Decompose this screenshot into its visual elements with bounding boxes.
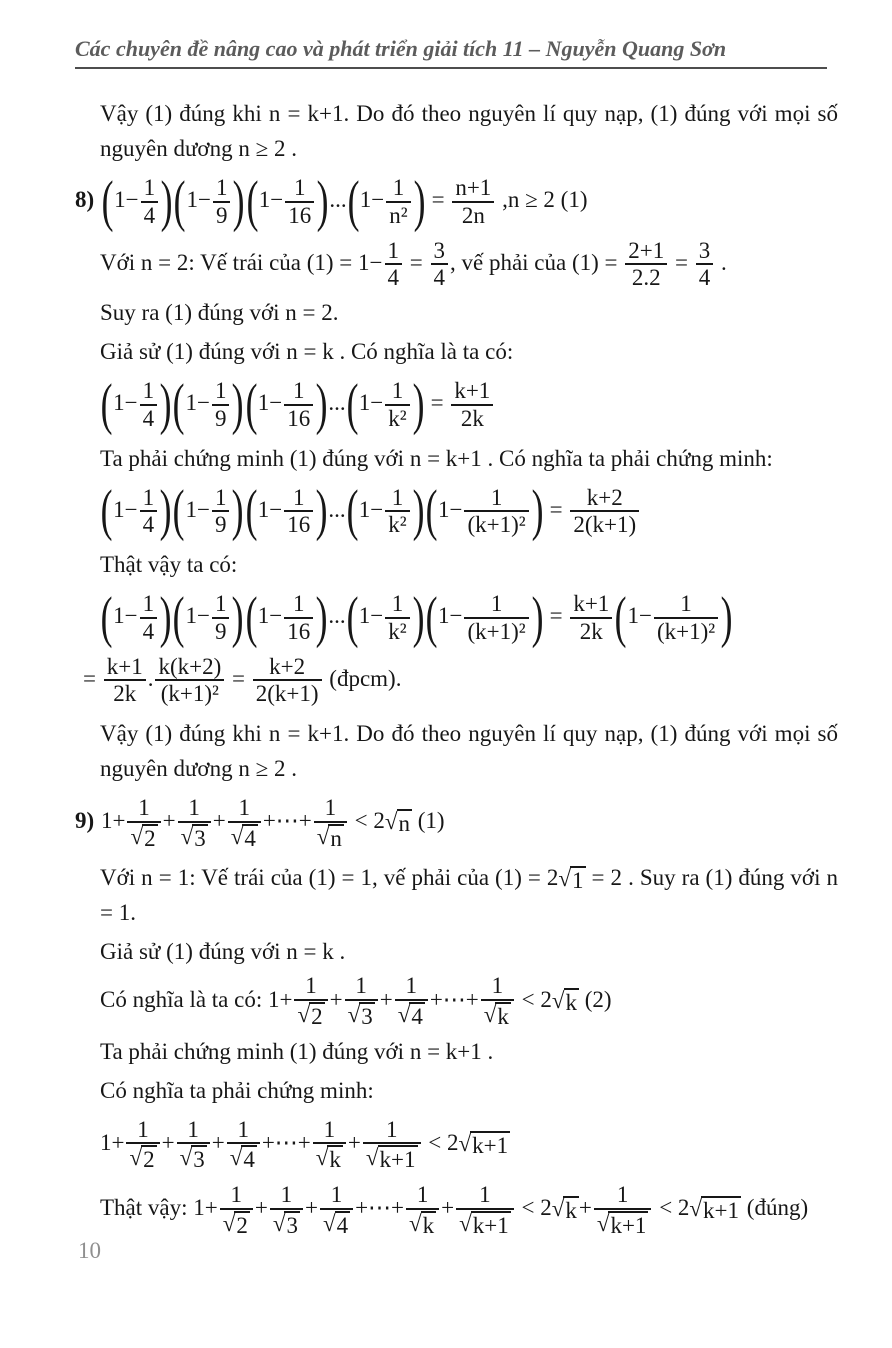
formula-line: [75, 372, 838, 436]
line-content: 1+ 1 √ 2 + 1 √ 3 + 1 √ 4 +⋯+ 1 √ n < 2 √ n (1): [101, 795, 445, 851]
formula-line: [75, 479, 838, 543]
paragraph: [75, 860, 838, 930]
line-content: (1− $\frac{1}{4}$ )(1− $\frac{1}{9}$ )(1− $\frac{1}{16}$ )...(1− $\frac{1}{\text{k²}}$ )(1− $\frac{1}{\text{(k+1)²}}$ ) = $\frac{k+2}{2(k+1)}$: [100, 497, 641, 522]
line-content: (1− $\frac{1}{4}$ )(1− $\frac{1}{9}$ )(1− $\frac{1}{16}$ )...(1− $\frac{1}{\text{n²}}$ ) = $\frac{n+1}{2n}$ ,n ≥ 2 (1): [101, 169, 588, 233]
paragraph: [75, 1073, 838, 1108]
paragraph: [75, 716, 838, 786]
paragraph: [75, 96, 838, 166]
line-content: Thật vậy: 1+ 1 √ 2 + 1 √ 3 + 1 √ 4 +⋯+ 1 √ k + 1 √ k+1 < 2 √ k + 1 √ k+1 < 2 √ k+1 (đúng): [100, 1182, 809, 1238]
paragraph: [75, 973, 838, 1029]
numbered-item: [75, 169, 838, 233]
line-content: Ta phải chứng minh (1) đúng với n = k+1 . Có nghĩa ta phải chứng minh:: [100, 445, 773, 471]
line-content: (1− $\frac{1}{4}$ )(1− $\frac{1}{9}$ )(1− $\frac{1}{16}$ )...(1− $\frac{1}{\text{k²}}$ )(1− $\frac{1}{\text{(k+1)²}}$ ) = $\frac{k+1}{2k}$ (1− $\frac{1}{\text{(k+1)²}}$ ): [100, 585, 733, 649]
line-content: Suy ra (1) đúng với n = 2.: [100, 300, 339, 325]
paragraph: [75, 295, 838, 330]
line-content: Với n = 2: Vế trái của (1) = 1− $\frac{1}{4}$ = $\frac{3}{4}$ , vế phải của (1) = $\frac{2+1}{2.2}$ = $\frac{3}{4}$ .: [100, 237, 727, 291]
paragraph: [75, 547, 838, 582]
paragraph: [75, 441, 838, 476]
line-content: Vậy (1) đúng khi n = k+1. Do đó theo nguyên lí quy nạp, (1) đúng với mọi số nguyên dương n ≥ 2 .: [100, 721, 838, 781]
numbered-item: [75, 795, 838, 851]
item-number: 8): [75, 187, 95, 213]
line-content: 1+ 1 √ 2 + 1 √ 3 + 1 √ 4 +⋯+ 1 √ k + 1 √ k+1 < 2 √ k+1: [100, 1116, 509, 1173]
formula-line: [75, 654, 838, 708]
line-content: Giả sử (1) đúng với n = k . Có nghĩa là ta có:: [100, 339, 514, 364]
line-content: (1− $\frac{1}{4}$ )(1− $\frac{1}{9}$ )(1− $\frac{1}{16}$ )...(1− $\frac{1}{\text{k²}}$ ) = $\frac{k+1}{2k}$: [100, 390, 495, 415]
header-title: Các chuyên đề nâng cao và phát triển giải tích 11 – Nguyễn Quang Sơn: [75, 36, 727, 61]
line-content: Thật vậy ta có:: [100, 552, 238, 577]
line-content: Ta phải chứng minh (1) đúng với n = k+1 .: [100, 1038, 494, 1064]
paragraph: [75, 934, 838, 969]
item-number: 9): [75, 808, 95, 834]
page-header: [75, 36, 827, 69]
paragraph: [75, 334, 838, 369]
page-number: 10: [78, 1238, 101, 1263]
line-content: Có nghĩa là ta có: 1+ 1 √ 2 + 1 √ 3 + 1 √ 4 +⋯+ 1 √ k < 2 √ k (2): [100, 973, 612, 1029]
line-content: = $\frac{k+1}{2k}$ . $\frac{k(k+2)}{\text{(k+1)²}}$ = $\frac{k+2}{2(k+1)}$ (đpcm).: [83, 653, 402, 707]
line-content: Giả sử (1) đúng với n = k .: [100, 939, 346, 965]
formula-line: [75, 585, 838, 649]
paragraph: [75, 238, 838, 292]
formula-line: [75, 1117, 838, 1173]
line-content: Vậy (1) đúng khi n = k+1. Do đó theo nguyên lí quy nạp, (1) đúng với mọi số nguyên dương n ≥ 2 .: [100, 101, 838, 161]
line-content: Có nghĩa ta phải chứng minh:: [100, 1077, 374, 1103]
paragraph: [75, 1182, 838, 1238]
paragraph: [75, 1034, 838, 1069]
document-content: [75, 92, 838, 1242]
line-content: Với n = 1: Vế trái của (1) = 1, vế phải của (1) = 2 √ 1 = 2 . Suy ra (1) đúng với n = 1.: [100, 865, 838, 926]
